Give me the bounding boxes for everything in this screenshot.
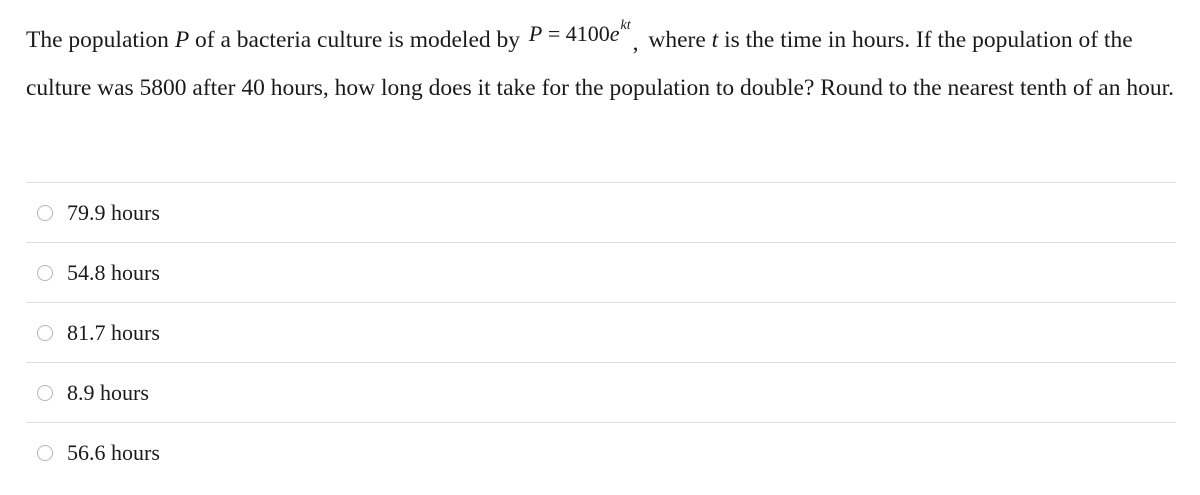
question-text-rest: is the time in hours. If the population of the culture was 5800 after 40 hours, how long does it take for the population to double? Round to the nearest tenth of an hour. (26, 27, 1174, 101)
formula-e: e (609, 21, 620, 46)
question-text (26, 18, 1176, 110)
radio-button[interactable] (37, 325, 53, 341)
answer-option[interactable] (26, 362, 1176, 422)
variable-p: P (174, 27, 190, 53)
question-text-start: The population (26, 27, 175, 53)
radio-button[interactable] (37, 385, 53, 401)
answer-options (26, 182, 1176, 482)
formula-exponent: kt (620, 18, 631, 33)
answer-option[interactable] (26, 182, 1176, 242)
population-formula (529, 12, 631, 60)
answer-option-label: 8.9 hours (67, 379, 149, 405)
answer-option-label: 56.6 hours (67, 439, 160, 465)
radio-button[interactable] (37, 445, 53, 461)
question-text-where: where (642, 27, 712, 53)
radio-button[interactable] (37, 265, 53, 281)
variable-t: t (711, 27, 719, 53)
answer-option-label: 81.7 hours (67, 319, 160, 345)
answer-option-label: 54.8 hours (67, 259, 160, 285)
question-text-middle: of a bacteria culture is modeled by (189, 27, 526, 53)
formula-lhs: P (528, 21, 543, 46)
answer-option[interactable] (26, 302, 1176, 362)
formula-equals: = 4100 (542, 21, 610, 46)
answer-option-label: 79.9 hours (67, 199, 160, 225)
radio-button[interactable] (37, 205, 53, 221)
answer-option[interactable] (26, 422, 1176, 482)
answer-option[interactable] (26, 242, 1176, 302)
formula-comma: , (632, 30, 639, 56)
